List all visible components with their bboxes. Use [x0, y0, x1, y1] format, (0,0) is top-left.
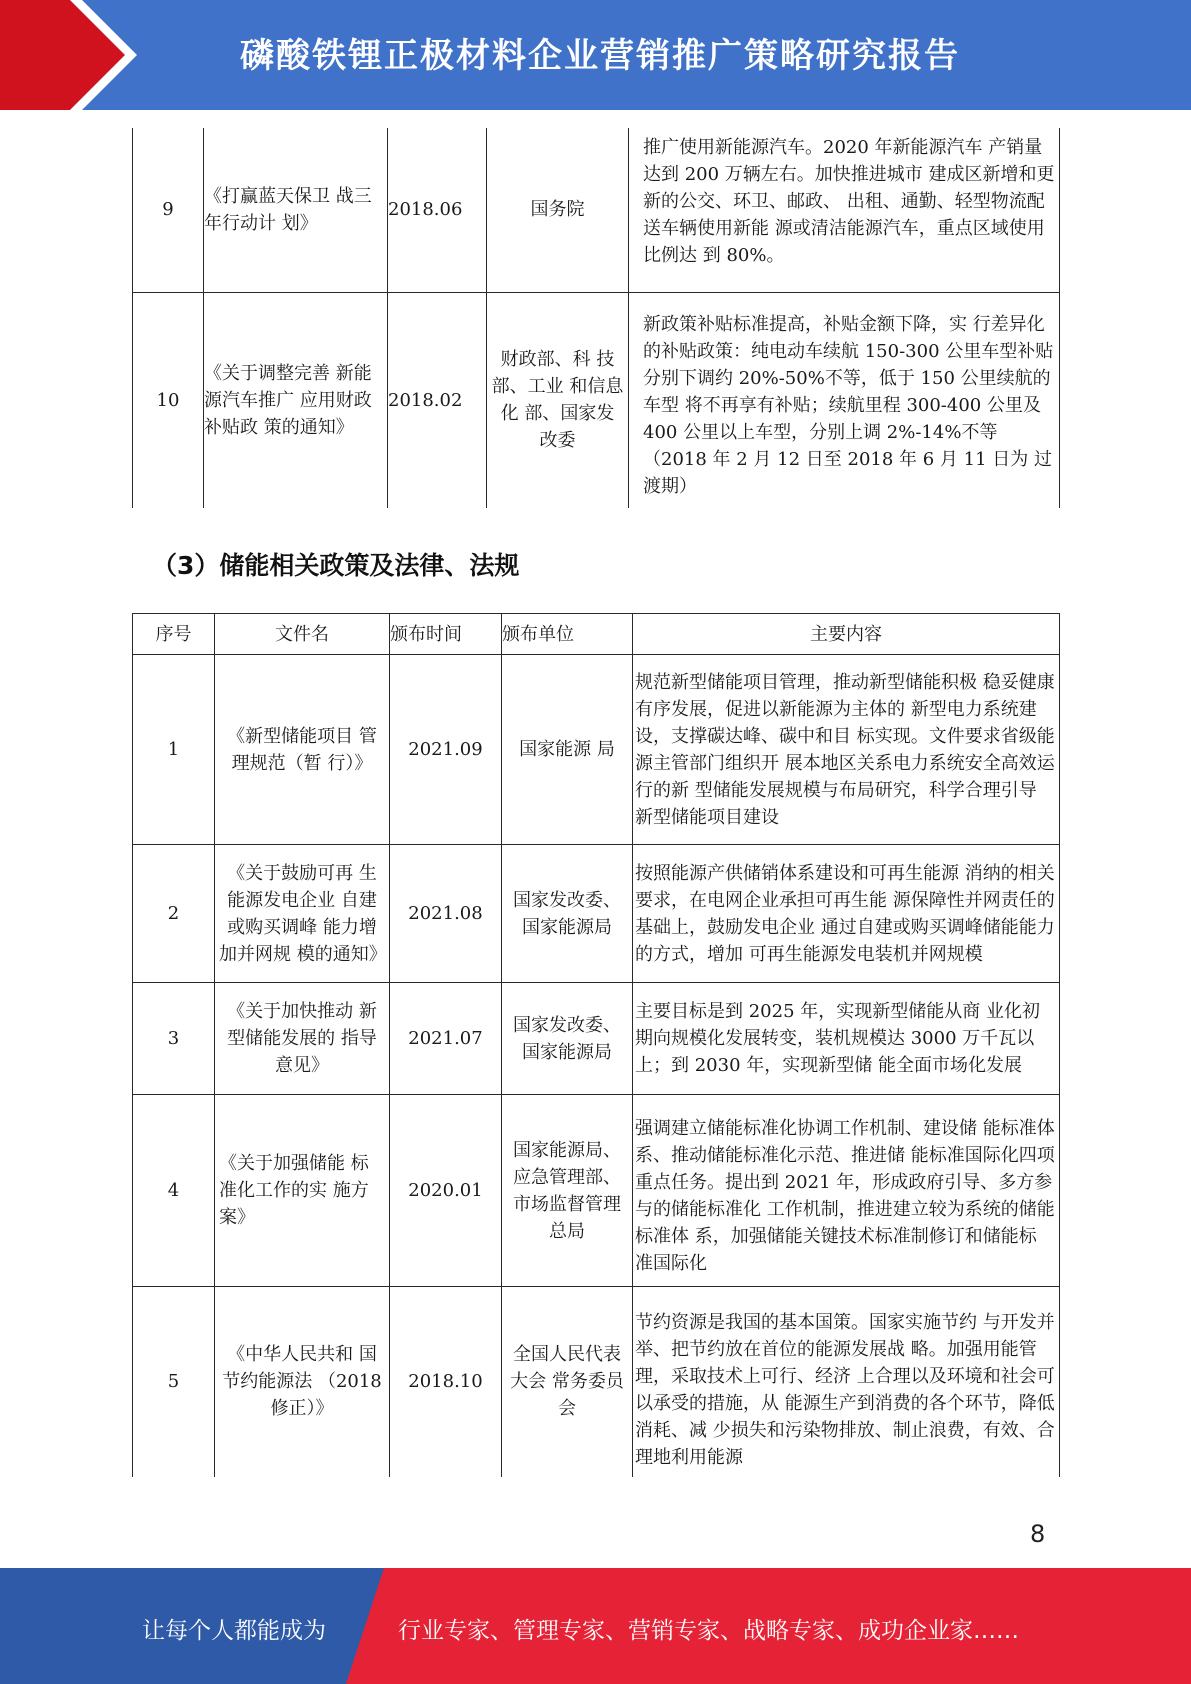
issue-date: 2021.08 [390, 845, 502, 983]
table-row [133, 655, 1060, 845]
issue-date: 2021.07 [390, 983, 502, 1095]
issuing-authority: 财政部、科 技部、工业 和信息化 部、国家发 改委 [487, 292, 629, 508]
row-number: 4 [133, 1095, 215, 1287]
document-name: 《关于调整完善 新能源汽车推广 应用财政补贴政 策的通知》 [204, 292, 388, 508]
issue-date: 2018.10 [390, 1287, 502, 1477]
table-row [133, 292, 1060, 508]
row-number: 3 [133, 983, 215, 1095]
table-row [133, 1287, 1060, 1477]
document-name: 《中华人民共和 国节约能源法 （2018 修正）》 [215, 1287, 390, 1477]
table-row [133, 1095, 1060, 1287]
table-row [133, 983, 1060, 1095]
main-content: 推广使用新能源汽车。2020 年新能源汽车 产销量达到 200 万辆左右。加快推进城市 建成区新增和更新的公交、环卫、邮政、 出租、通勤、轻型物流配送车辆使用新能 源或清洁能源汽车，重点区域使用比例达 到 80%。 [629, 128, 1060, 292]
page-footer [0, 1568, 1191, 1684]
issuing-authority: 国家能源局、应急管理部、市场监督管理 总局 [502, 1095, 633, 1287]
main-content: 强调建立储能标准化协调工作机制、建设储 能标准体系、推动储能标准化示范、推进储 能标准国际化四项重点任务。提出到 2021 年，形成政府引导、多方参与的储能标准化 工作机制，推进建立较为系统的储能标准体 系，加强储能关键技术标准制修订和储能标 准国际化 [633, 1095, 1060, 1287]
header-name: 文件名 [215, 614, 390, 655]
document-name: 《打赢蓝天保卫 战三年行动计 划》 [204, 128, 388, 292]
issue-date: 2018.02 [388, 292, 487, 508]
document-name: 《新型储能项目 管理规范（暂 行）》 [215, 655, 390, 845]
issuing-authority: 国务院 [487, 128, 629, 292]
header-no: 序号 [133, 614, 215, 655]
page-header [0, 0, 1191, 110]
page-number: 8 [1030, 1520, 1046, 1548]
table-row [133, 128, 1060, 292]
document-name: 《关于加强储能 标准化工作的实 施方案》 [215, 1095, 390, 1287]
issuing-authority: 国家发改委、国家能源局 [502, 983, 633, 1095]
row-number: 10 [133, 292, 204, 508]
main-content: 节约资源是我国的基本国策。国家实施节约 与开发并举、把节约放在首位的能源发展战 略。加强用能管理，采取技术上可行、经济 上合理以及环境和社会可以承受的措施，从 能源生产到消费的各个环节，降低消耗、减 少损失和污染物排放、制止浪费，有效、合 理地利用能源 [633, 1287, 1060, 1477]
footer-slogan-right: 行业专家、管理专家、营销专家、战略专家、成功企业家…… [398, 1618, 1019, 1644]
row-number: 5 [133, 1287, 215, 1477]
header-issuer: 颁布单位 [502, 614, 633, 655]
main-content: 规范新型储能项目管理，推动新型储能积极 稳妥健康有序发展，促进以新能源为主体的 新型电力系统建设，支撑碳达峰、碳中和目 标实现。文件要求省级能源主管部门组织开 展本地区关系电力系统安全高效运行的新 型储能发展规模与布局研究，科学合理引导 新型储能项目建设 [633, 655, 1060, 845]
issuing-authority: 全国人民代表大会 常务委员 会 [502, 1287, 633, 1477]
main-content: 主要目标是到 2025 年，实现新型储能从商 业化初期向规模化发展转变，装机规模达 3000 万千瓦以上；到 2030 年，实现新型储 能全面市场化发展 [633, 983, 1060, 1095]
ev-policy-table-continued [132, 128, 1060, 508]
header-content: 主要内容 [633, 614, 1060, 655]
energy-storage-policy-table [132, 613, 1060, 1477]
main-content: 按照能源产供储销体系建设和可再生能源 消纳的相关要求，在电网企业承担可再生能 源保障性并网责任的基础上，鼓励发电企业 通过自建或购买调峰储能能力的方式，增加 可再生能源发电装机并网规模 [633, 845, 1060, 983]
issue-date: 2018.06 [388, 128, 487, 292]
issuing-authority: 国家能源 局 [502, 655, 633, 845]
section-heading: （3）储能相关政策及法律、法规 [152, 551, 520, 580]
document-name: 《关于鼓励可再 生能源发电企业 自建或购买调峰 能力增加并网规 模的通知》 [215, 845, 390, 983]
main-content: 新政策补贴标准提高，补贴金额下降，实 行差异化的补贴政策：纯电动车续航 150-300 公里车型补贴分别下调约 20%-50%不等，低于 150 公里续航的车型 将不再享有补贴；续航里程 300-400 公里及 400 公里以上车型，分别上调 2%-14%不等（2018 年 2 月 12 日至 2018 年 6 月 11 日为 过渡期） [629, 292, 1060, 508]
document-name: 《关于加快推动 新型储能发展的 指导意见》 [215, 983, 390, 1095]
report-title: 磷酸铁锂正极材料企业营销推广策略研究报告 [240, 36, 960, 76]
issuing-authority: 国家发改委、国家能源局 [502, 845, 633, 983]
row-number: 2 [133, 845, 215, 983]
issue-date: 2021.09 [390, 655, 502, 845]
issue-date: 2020.01 [390, 1095, 502, 1287]
header-chevron-graphic [0, 0, 160, 110]
header-date: 颁布时间 [390, 614, 502, 655]
table-header-row [133, 614, 1060, 655]
footer-slogan-left: 让每个人都能成为 [142, 1618, 326, 1644]
table-row [133, 845, 1060, 983]
row-number: 1 [133, 655, 215, 845]
row-number: 9 [133, 128, 204, 292]
